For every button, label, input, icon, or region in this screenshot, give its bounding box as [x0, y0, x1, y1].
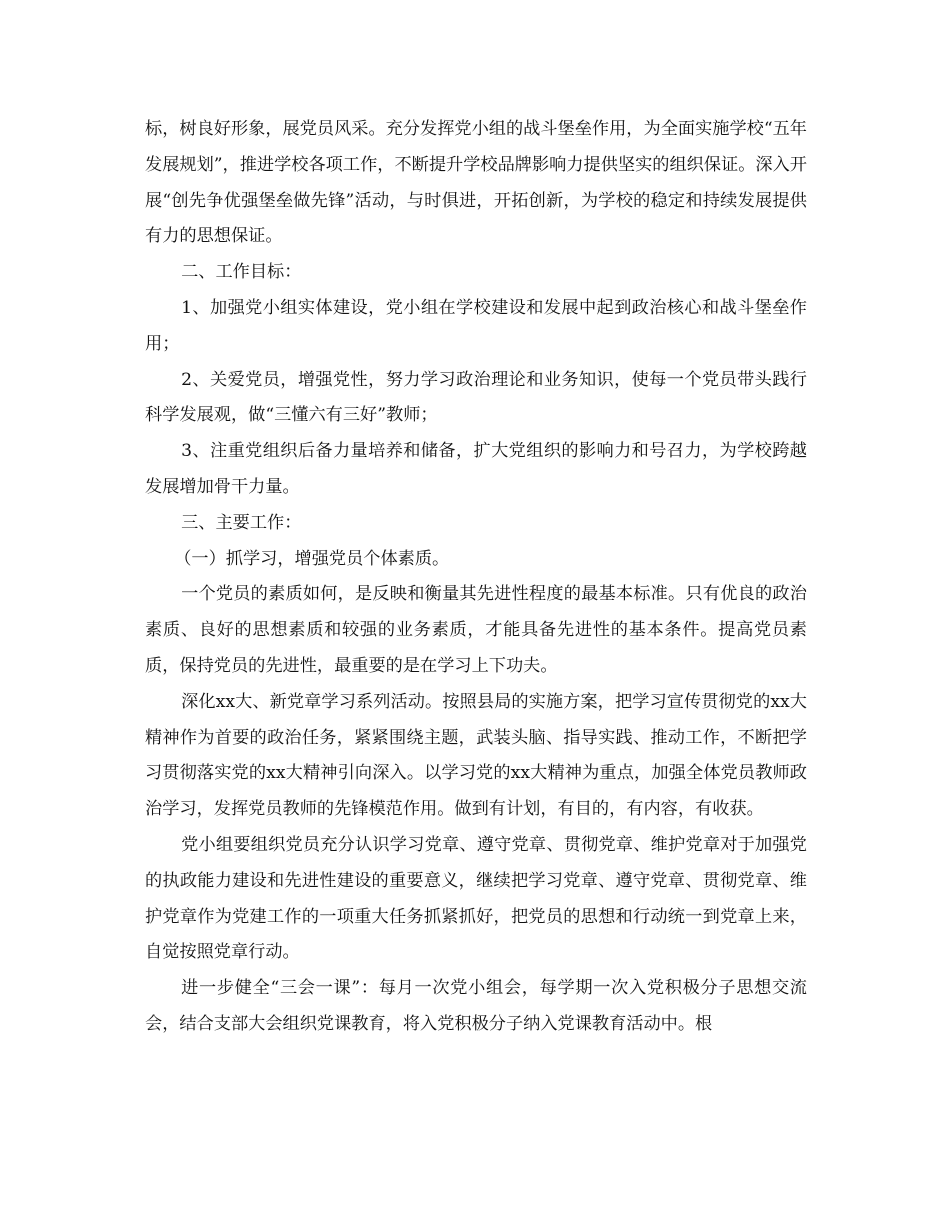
document-body [145, 112, 807, 1043]
paragraph-deepen-study: 深化xx大、新党章学习系列活动。按照县局的实施方案，把学习宣传贯彻党的xx大精神作为首要的政治任务，紧紧围绕主题，武装头脑、指导实践、推动工作，不断把学习贯彻落实党的xx大精神引向深入。以学习党的xx大精神为重点，加强全体党员教师政治学习，发挥党员教师的先锋模范作用。做到有计划，有目的，有内容，有收获。 [145, 691, 807, 820]
goal-item-1: 1、加强党小组实体建设，党小组在学校建设和发展中起到政治核心和战斗堡垒作用； [145, 297, 807, 354]
paragraph-party-member-quality: 一个党员的素质如何，是反映和衡量其先进性程度的最基本标准。只有优良的政治素质、良好的思想素质和较强的业务素质，才能具备先进性的基本条件。提高党员素质，保持党员的先进性，最重要的是在学习上下功夫。 [145, 584, 807, 676]
paragraph-party-constitution: 党小组要组织党员充分认识学习党章、遵守党章、贯彻党章、维护党章对于加强党的执政能力建设和先进性建设的重要意义，继续把学习党章、遵守党章、贯彻党章、维护党章作为党建工作的一项重大任务抓紧抓好，把党员的思想和行动统一到党章上来，自觉按照党章行动。 [145, 834, 807, 963]
subsection-heading-study: （一）抓学习，增强党员个体素质。 [174, 548, 450, 569]
section-heading-work-goals: 二、工作目标： [181, 262, 302, 283]
goal-item-3: 3、注重党组织后备力量培养和储备，扩大党组织的影响力和号召力，为学校跨越发展增加骨干力量。 [145, 441, 807, 497]
paragraph-intro-continued: 标，树良好形象，展党员风采。充分发挥党小组的战斗堡垒作用，为全面实施学校“五年发展规划”，推进学校各项工作，不断提升学校品牌影响力提供坚实的组织保证。深入开展“创先争优强堡垒做先锋”活动，与时俱进，开拓创新，为学校的稳定和持续发展提供有力的思想保证。 [145, 119, 807, 247]
goal-item-2: 2、关爱党员，增强党性，努力学习政治理论和业务知识，使每一个党员带头践行科学发展观，做“三懂六有三好”教师； [145, 369, 807, 426]
section-heading-main-work: 三、主要工作： [181, 512, 302, 533]
paragraph-three-meetings: 进一步健全“三会一课”：每月一次党小组会，每学期一次入党积极分子思想交流会，结合支部大会组织党课教育，将入党积极分子纳入党课教育活动中。根 [145, 978, 807, 1034]
